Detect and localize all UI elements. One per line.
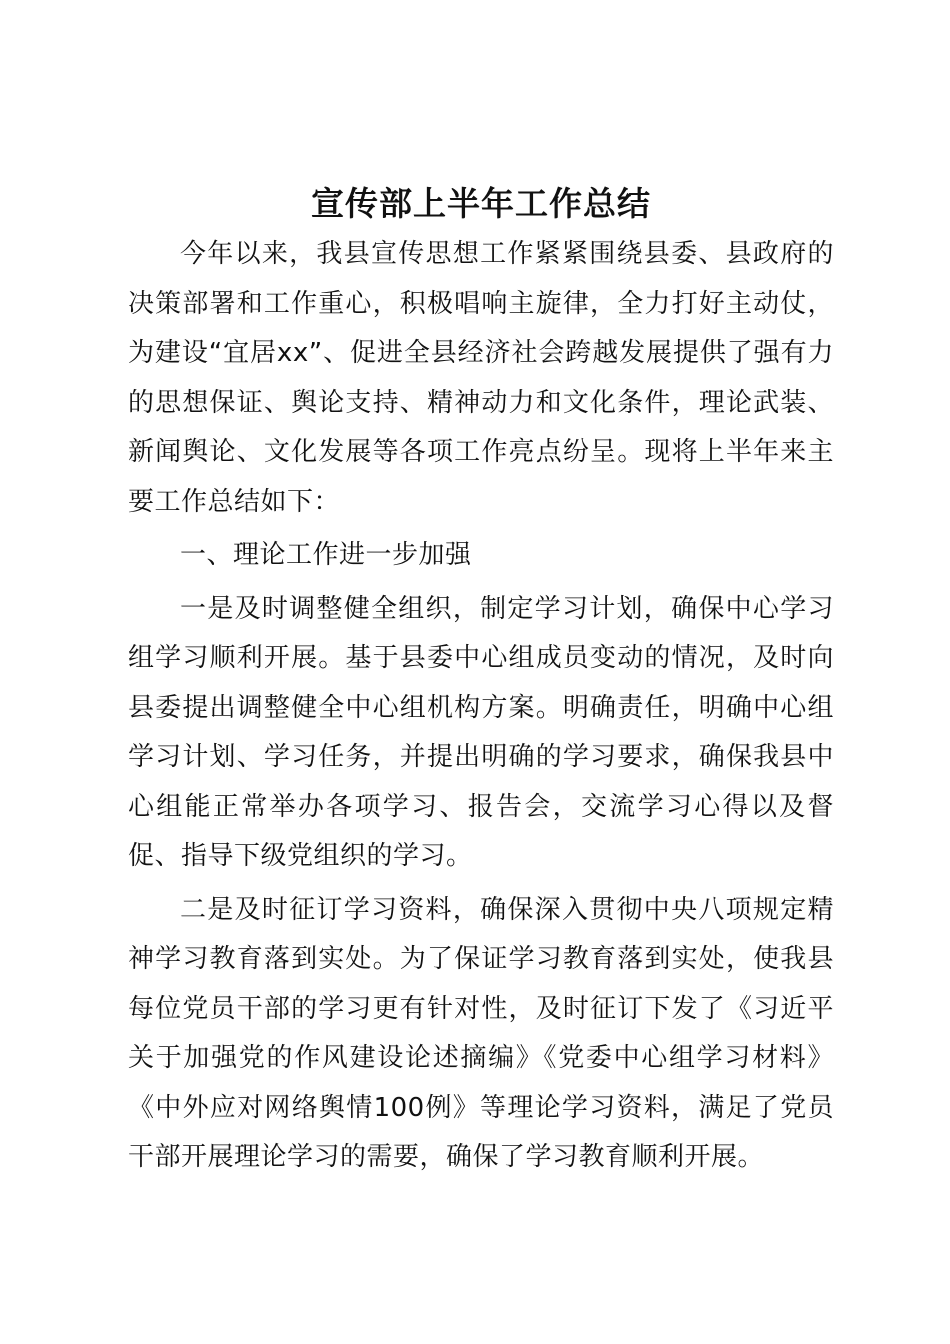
body-paragraph: 二是及时征订学习资料，确保深入贯彻中央八项规定精神学习教育落到实处。为了保证学习教育落到实处，使我县每位党员干部的学习更有针对性，及时征订下发了《习近平关于加强党的作风建设论述摘编》《党委中心组学习材料》《中外应对网络舆情100例》等理论学习资料，满足了党员干部开展理论学习的需要，确保了学习教育顺利开展。 bbox=[128, 894, 834, 1172]
document-title: 宣传部上半年工作总结 bbox=[311, 184, 651, 223]
document-body bbox=[128, 178, 834, 1183]
intro-paragraph: 今年以来，我县宣传思想工作紧紧围绕县委、县政府的决策部署和工作重心，积极唱响主旋律，全力打好主动仗，为建设“宜居xx”、促进全县经济社会跨越发展提供了强有力的思想保证、舆论支持、精神动力和文化条件，理论武装、新闻舆论、文化发展等各项工作亮点纷呈。现将上半年来主要工作总结如下： bbox=[128, 239, 834, 517]
section-heading: 一、理论工作进一步加强 bbox=[180, 540, 472, 570]
body-paragraph: 一是及时调整健全组织，制定学习计划，确保中心学习组学习顺利开展。基于县委中心组成员变动的情况，及时向县委提出调整健全中心组机构方案。明确责任，明确中心组学习计划、学习任务，并提出明确的学习要求，确保我县中心组能正常举办各项学习、报告会，交流学习心得以及督促、指导下级党组织的学习。 bbox=[128, 593, 834, 871]
